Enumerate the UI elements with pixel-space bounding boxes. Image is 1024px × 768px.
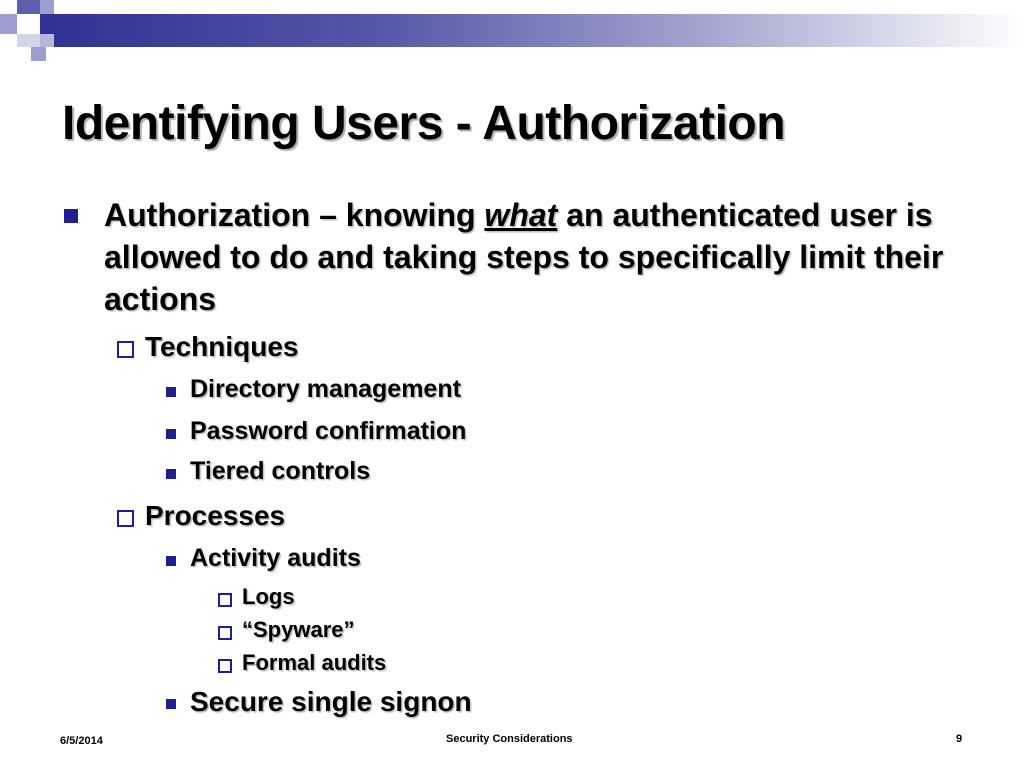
- processes-heading: Processes: [145, 500, 286, 531]
- header-square: [17, 34, 40, 47]
- list-item: Directory management: [190, 375, 461, 403]
- list-item: Tiered controls: [190, 457, 371, 485]
- techniques-heading: Techniques: [145, 331, 299, 362]
- list-item: “Spyware”: [242, 617, 355, 642]
- header-square: [0, 14, 17, 34]
- main-bullet-suffix: an authenticated user is allowed to do and taking steps to specifically limit their actions: [104, 197, 944, 317]
- bullet-square-icon: [166, 429, 176, 439]
- list-item: Secure single signon: [190, 686, 472, 717]
- footer-date: 6/5/2014: [60, 735, 103, 747]
- list-item: Password confirmation: [190, 417, 467, 445]
- bullet-square-icon: [166, 387, 176, 397]
- page-number: 9: [956, 733, 963, 745]
- hollow-square-bullet-icon: [218, 593, 232, 607]
- bullet-square-icon: [166, 556, 176, 566]
- hollow-square-bullet-icon: [117, 341, 134, 358]
- header-gradient-band: [40, 14, 1024, 47]
- hollow-square-bullet-icon: [117, 510, 134, 527]
- list-item: Activity audits: [190, 544, 361, 572]
- header-square: [40, 34, 54, 47]
- hollow-square-bullet-icon: [218, 626, 232, 640]
- list-item: Logs: [242, 584, 295, 609]
- main-bullet-prefix: Authorization – knowing: [104, 197, 485, 233]
- bullet-square-icon: [166, 469, 176, 479]
- header-square: [17, 0, 40, 14]
- header-square: [40, 0, 54, 14]
- slide-title: Identifying Users - Authorization: [62, 97, 786, 150]
- header-square: [31, 47, 46, 61]
- hollow-square-bullet-icon: [218, 659, 232, 673]
- list-item: Formal audits: [242, 650, 387, 675]
- emphasis-what: what: [484, 197, 558, 233]
- bullet-square-icon: [64, 209, 78, 223]
- bullet-square-icon: [166, 699, 176, 709]
- main-bullet-text: [104, 194, 984, 320]
- footer-title: Security Considerations: [446, 733, 573, 745]
- header-square: [17, 14, 40, 34]
